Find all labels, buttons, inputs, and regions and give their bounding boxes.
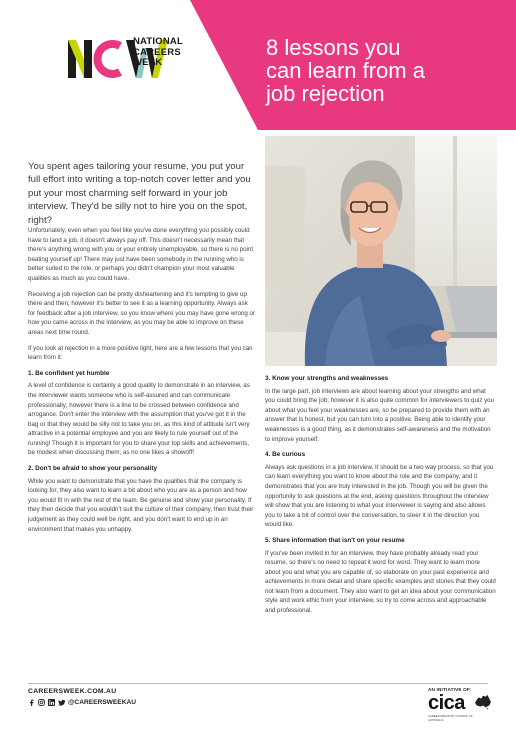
lesson-1-heading: 1. Be confident yet humble: [28, 369, 110, 377]
lead-paragraph: You spent ages tailoring your resume, you put your full effort into writing a top-notch cover letter and you put your most charming self forward in your job interview. They'd be silly not to hire you on the spot, right?: [28, 161, 251, 226]
linkedin-icon[interactable]: [48, 699, 55, 706]
brand-line-3: WEEK: [133, 57, 163, 68]
twitter-icon[interactable]: [58, 699, 65, 706]
instagram-icon[interactable]: [38, 699, 45, 706]
social-handle[interactable]: @CAREERSWEEKAU: [68, 699, 136, 706]
brand-line-2: CAREERS: [133, 46, 181, 58]
lesson-3-body: In the large part, job interviews are about learning about your strengths and what you could bring the job; however it is also quite common for interviewers to quiz you about what you feel your weaknesses are, so be prepared to provide them with an answer that is honest, but you can turn into a positive. Being able to identify your weaknesses is a good thing, as it demonstrates self-awareness and the motivation to improve yourself.: [265, 387, 495, 443]
right-column: [265, 374, 497, 622]
facebook-icon[interactable]: [28, 699, 35, 706]
hero-photo: [265, 136, 497, 366]
lesson-5-heading: 5. Share information that isn't on your resume: [265, 536, 405, 544]
lesson-3-heading: 3. Know your strengths and weaknesses: [265, 375, 389, 382]
cica-tagline: CAREER INDUSTRY COUNCIL OF AUSTRALIA: [428, 714, 473, 722]
intro-paragraph-1: Unfortunately, even when you feel like you've done everything you possibly could have to land a job, it doesn't always pay off. This doesn't necessarily mean that there's anything wrong with you or your entirely unemployable, so there is no point beating yourself up! There may just have been somebody in the running who is better suited to the role, or perhaps you didn't champion your most valuable qualities as much as you could have.: [28, 227, 254, 282]
title-line-2: can learn from a: [266, 58, 425, 83]
page-header: [0, 0, 516, 130]
title-line-3: job rejection: [266, 81, 385, 106]
page-title: [266, 36, 506, 105]
lesson-2-body: While you want to demonstrate that you have the qualities that the company is looking for, they also want to learn a bit about who you are as a person and how you would fit in with the rest of the team. Be genuine and show your personality. If they then decide that you wouldn't suit the culture of their company, then trust their judgement as they could well be right, and you don't want to end up in an environment that makes you unhappy.: [28, 477, 254, 533]
brand-line-1: NATIONAL: [133, 36, 183, 47]
footer-divider: [28, 683, 488, 684]
cica-logo: cica: [428, 692, 465, 714]
left-column: [28, 226, 256, 540]
title-line-1: 8 lessons you: [266, 35, 401, 60]
lesson-1-body: A level of confidence is certainly a good quality to demonstrate in an interview, as the interviewer wants someone who is self-assured and can communicate professionally; however there is a line to be crossed between confidence and arrogance. Don't enter the interview with the assumption that you've got it in the bag or that they would be silly not to take you on, as this kind of attitude isn't very attractive in a potential employee and you are likely to rule yourself out of the running! Though it is important for you to share your top skills and achievements, be modest when discussing them, as no one likes a showoff!: [28, 382, 250, 457]
intro-paragraph-2: Receiving a job rejection can be pretty disheartening and it's tempting to give up there and then; however it's better to see it as a learning opportunity. Always ask for feedback after a job interview, so you know where you may have gone wrong or how you came across in the interview, as you may be able to improve on these areas next time round.: [28, 290, 256, 336]
ncw-logo: [22, 34, 212, 84]
intro-paragraph-3: If you look at rejection in a more positive light, here are a few lessons that you can learn from it:: [28, 344, 253, 362]
footer-website-link[interactable]: CAREERSWEEK.COM.AU: [28, 688, 117, 695]
brand-wordmark: [133, 37, 183, 69]
woman-at-laptop-image: [265, 136, 497, 366]
footer-social-bar: [28, 699, 136, 706]
australia-map-icon: [474, 694, 492, 710]
lesson-4-heading: 4. Be curious: [265, 451, 306, 459]
lesson-5-body: If you've been invited in for an interview, they have probably already read your resume, so there's no need to repeat it word for word. They want to learn more about you and what you are capable of, so elaborate on your past experience and achievements in more detail and share specific examples and stories that they could not learn from a document. They also want to get an idea about your communication style and work ethic from your interview, so try to come across and approachable and professional.: [265, 549, 496, 615]
lesson-2-heading: 2. Don't be afraid to show your personality: [28, 465, 157, 473]
lesson-4-body: Always ask questions in a job interview. It should be a two way process, so that you can learn everything you want to know about the role and the company, and it demonstrates that you are truly interested in the job. Though you will be given the opportunity to ask questions at the end, asking questions throughout the interview will show that you are listening to what your interviewer is saying and also allows you to take a bit of control over the conversation, to steer it in the direction you would like.: [265, 463, 494, 529]
initiative-label: AN INITIATIVE OF:: [428, 687, 472, 692]
